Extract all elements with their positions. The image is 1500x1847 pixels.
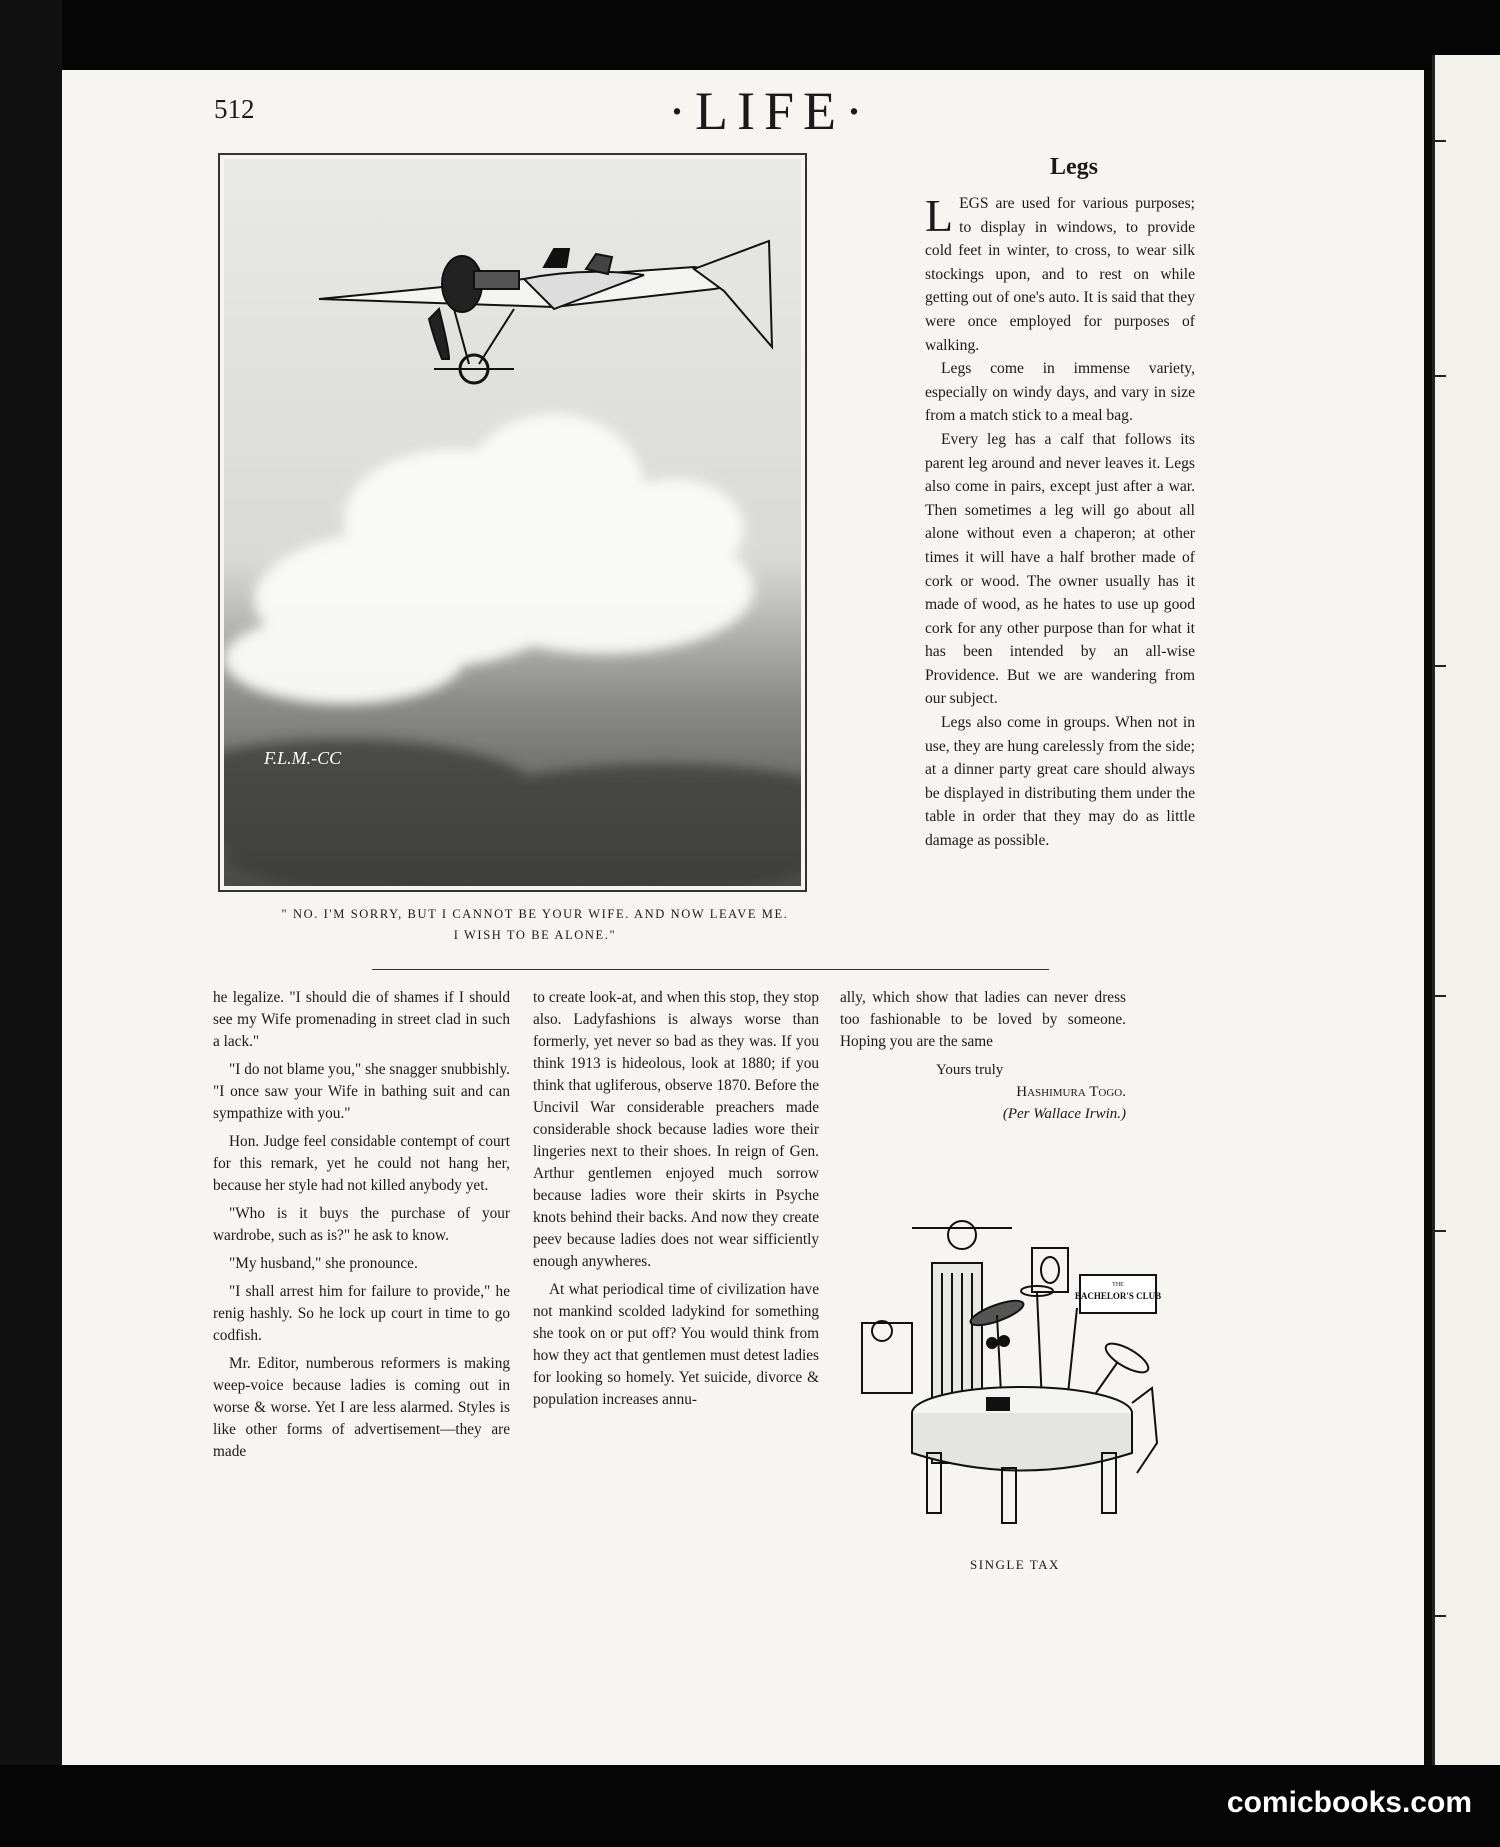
page-number: 512 xyxy=(214,94,255,124)
letter-column-1 xyxy=(213,987,510,1469)
letter-paragraph: At what periodical time of civilization have not mankind scolded ladykind for something she took on or put off? You would think from how they act that gentlemen must detest ladies for looking so homely. Yet suicide, divorce & population increases annu- xyxy=(533,1281,819,1408)
masthead: ·LIFE· xyxy=(668,81,872,141)
letter-paragraph: ally, which show that ladies can never dress too fashionable to be loved by someone. Hoping you are the same xyxy=(840,989,1126,1050)
legs-paragraph-2: Legs come in immense variety, especially on windy days, and vary in size from a match stick to a meal bag. xyxy=(925,360,1195,425)
letter-column-3 xyxy=(840,987,1126,1125)
drop-cap: L xyxy=(925,190,954,241)
legs-paragraph-3: Every leg has a calf that follows its parent leg around and never leaves it. Legs also come in pairs, except just after a war. Then sometimes a leg will go about all alone without even a chaperon; at other times it will have a half brother made of cork or wood. The owner usually has it made of wood, as he hates to use up good cork for any other purpose than for what it has been intended by an all-wise Providence. But we are wandering from our subject. xyxy=(925,430,1195,708)
letter-paragraph: to create look-at, and when this stop, they stop also. Ladyfashions is always worse than formerly, yet never so bad as they was. If you think 1913 is hideolous, look at 1880; if you think that ugliferous, observe 1870. Before the Uncivil War considerable preachers made considerable shock because ladies wore their lingeries next to their shoes. In reign of Gen. Arthur gentlemen enjoyed much sorrow because ladies wore their skirts in Psyche knots behind their backs. And now they create peev because ladies does not wear sifficiently enough anywheres. xyxy=(533,989,819,1270)
letter-paragraph: "I shall arrest him for failure to provide," he renig hashly. So he lock up court in time to go codfish. xyxy=(213,1283,510,1344)
bachelors-club-cartoon xyxy=(852,1213,1172,1543)
letter-closing: Yours truly xyxy=(936,1062,1004,1078)
letter-paragraph: Mr. Editor, numberous reformers is making weep-voice because ladies is coming out in worse & worse. Yet I are less alarmed. Styles is like other forms of advertisement—they are made xyxy=(213,1355,510,1460)
letter-paragraph: "Who is it buys the purchase of your wardrobe, such as is?" he ask to know. xyxy=(213,1205,510,1244)
watermark: comicbooks.com xyxy=(1226,1786,1472,1819)
bachelors-club-sign: BACHELOR'S CLUB xyxy=(1074,1291,1162,1301)
letter-signature: Hashimura Togo. xyxy=(1016,1084,1126,1100)
sign-text-top: THE xyxy=(1112,1282,1124,1288)
legs-article-body xyxy=(925,192,1195,853)
letter-paragraph: "My husband," she pronounce. xyxy=(229,1255,418,1272)
scan-border-left xyxy=(0,0,62,1847)
illustration-signature: F.L.M.-CC xyxy=(264,748,342,768)
article-title: Legs xyxy=(1050,154,1098,180)
letter-paragraph: he legalize. "I should die of shames if I should see my Wife promenading in street clad in such a lack." xyxy=(213,989,510,1050)
cartoon-drawing xyxy=(852,1213,1172,1543)
airplane-drawing xyxy=(224,159,801,886)
airplane-illustration xyxy=(218,153,807,892)
section-divider xyxy=(372,969,1049,970)
illustration-caption: " NO. I'M SORRY, BUT I CANNOT BE YOUR WIFE. AND NOW LEAVE ME. I WISH TO BE ALONE." xyxy=(281,907,789,942)
letter-paragraph: Hon. Judge feel considable contempt of court for this remark, yet he could not hang her, because her style had not killed anybody yet. xyxy=(213,1133,510,1194)
adjacent-page-edge xyxy=(1432,55,1500,1765)
letter-column-2 xyxy=(533,987,819,1417)
cartoon-caption: SINGLE TAX xyxy=(970,1557,1060,1572)
legs-paragraph-1-text: EGS are used for various purposes; to display in windows, to provide cold feet in winter, to cross, to wear silk stockings upon, and to rest on while getting out of one's auto. It is said that they were once employed for purposes of walking. xyxy=(925,195,1195,354)
legs-paragraph-1 xyxy=(925,192,1195,357)
legs-paragraph-4: Legs also come in groups. When not in use, they are hung carelessly from the side; at a dinner party great care should always be displayed in distributing them under the table in order that they may do as little damage as possible. xyxy=(925,714,1195,850)
letter-credit: (Per Wallace Irwin.) xyxy=(1002,1106,1126,1122)
scan-border-top xyxy=(0,0,1500,70)
letter-paragraph: "I do not blame you," she snagger snubbishly. "I once saw your Wife in bathing suit and can sympathize with you." xyxy=(213,1061,510,1122)
